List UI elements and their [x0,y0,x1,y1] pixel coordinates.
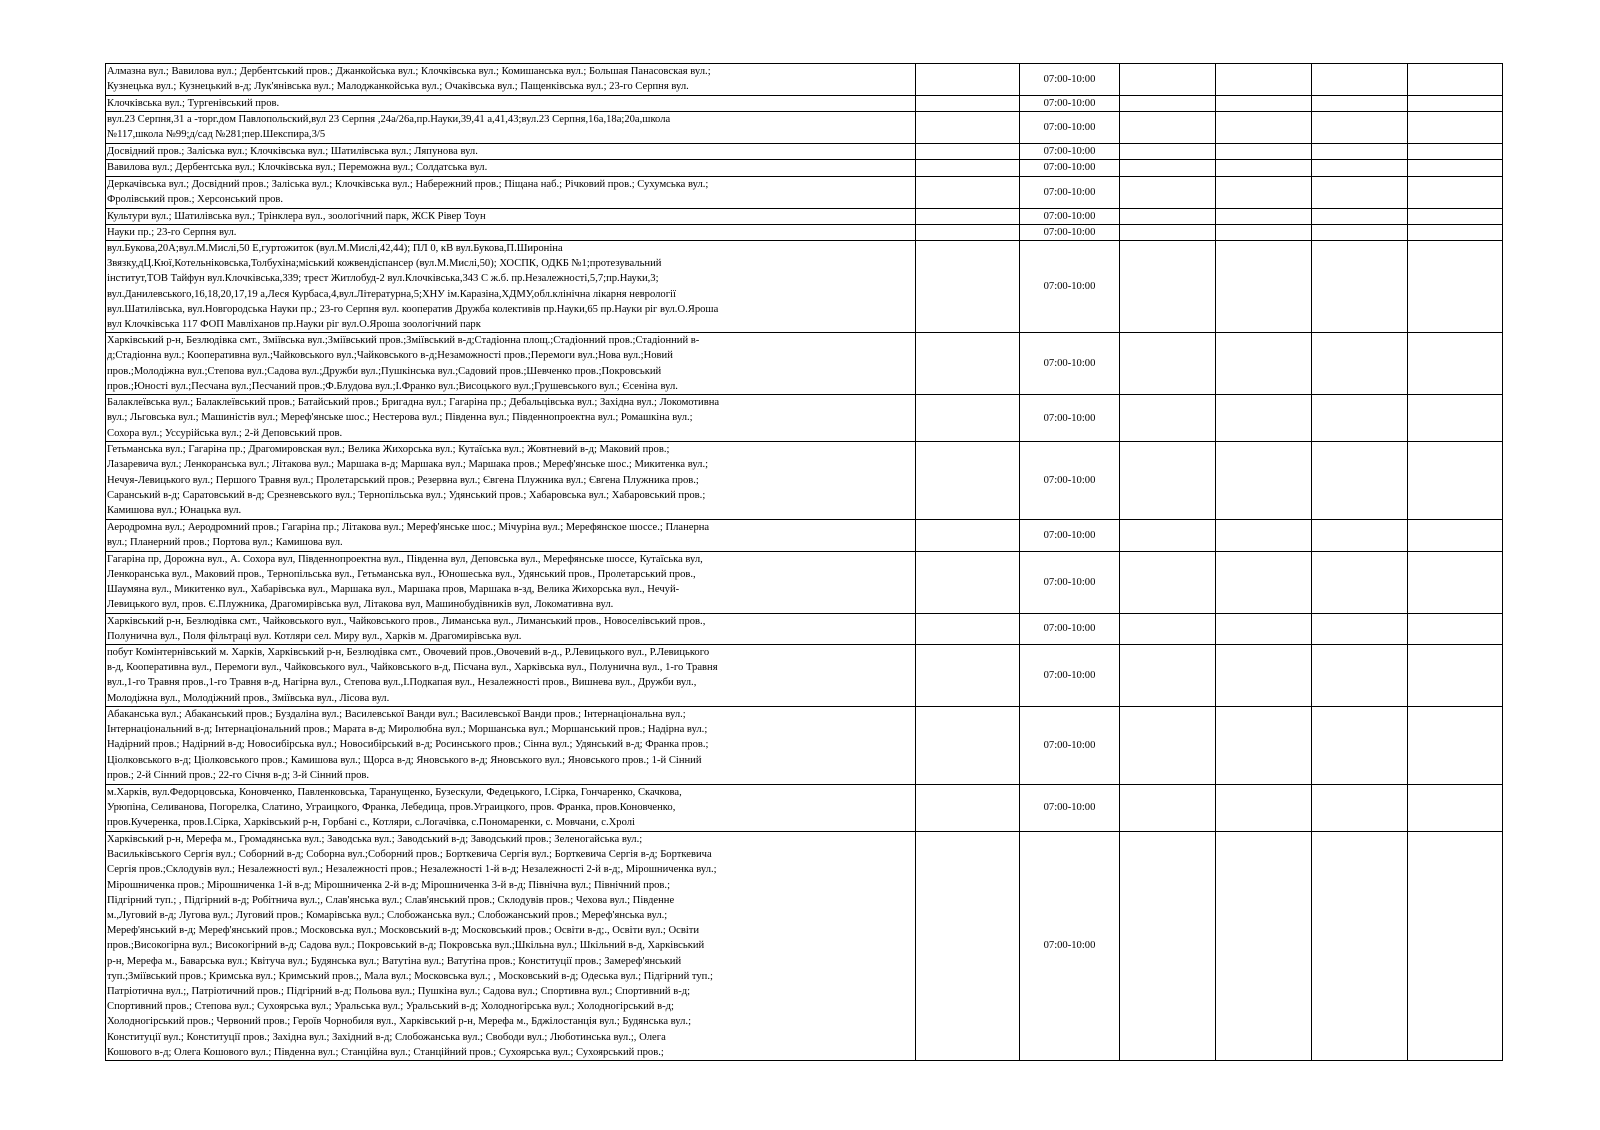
empty-cell [1216,832,1312,1061]
time-cell: 07:00-10:00 [1020,208,1120,224]
address-cell: Алмазна вул.; Вавилова вул.; Дербентський пров.; Джанкойська вул.; Клочківська вул.; Комишанська вул.; Большая Панасовская вул.; Кузнецька вул.; Кузнецький в-д; Лук'янівська вул.; Малоджанкойська вул.; Очаківська вул.; Пащенківська вул.; 23-го Серпня вул. [106,64,916,96]
time-cell: 07:00-10:00 [1020,785,1120,832]
address-cell: Гагаріна пр, Дорожна вул., А. Сохора вул, Південнопроектна вул., Південна вул, Деповська вул., Мерефянське шоссе, Кутаїська вул, Ленкоранська вул., Маковий пров., Тернопільська вул., Гетьманська вул., Юношеська вул., Удянський пров., Пролетарський пров., Шаумяна вул., Микитенко вул., Хабарівська вул., Маршака вул., Маршака пров, Маршака в-зд, Велика Жихорська вул., Нечуй- Левицького вул, пров. Є.Плужника, Драгомирівська вул, Літакова вул, Машинобудівників вул, Локомативна вул. [106,551,916,613]
empty-cell [1216,241,1312,333]
address-cell: Деркачівська вул.; Досвідний пров.; Заліська вул.; Клочківська вул.; Набережний пров.; Піщана наб.; Річковий пров.; Сухумська вул.; Фролівський пров.; Херсонський пров. [106,176,916,208]
address-cell: Харківський р-н, Безлюдівка смт., Чайковського вул., Чайковського пров., Лиманська вул., Лиманський пров., Новоселівський пров., Полунична вул., Поля фільтраці вул. Котляри сел. Миру вул., Харків м. Драгомирівська вул. [106,613,916,644]
empty-cell [1408,112,1503,144]
empty-cell [1312,442,1408,520]
empty-cell [916,645,1020,707]
address-cell: Балаклеївська вул.; Балаклеївський пров.; Батайський пров.; Бригадна вул.; Гагаріна пр.; Дебальцівська вул.; Західна вул.; Локомотивна вул.; Льговська вул.; Машиністів вул.; Мереф'янське шос.; Нестерова вул.; Південна вул.; Південнопроектна вул.; Ромашкіна вул.; Сохора вул.; Уссурійська вул.; 2-й Деповський пров. [106,395,916,442]
empty-cell [1408,442,1503,520]
empty-cell [1120,707,1216,785]
address-cell: вул.23 Серпня,31 а -торг.дом Павлопольский,вул 23 Серпня ,24а/26а,пр.Науки,39,41 а,41,43;вул.23 Серпня,16а,18а;20а,школа №117,школа №99;д/сад №281;пер.Шекспира,3/5 [106,112,916,144]
empty-cell [1408,333,1503,395]
address-cell: Досвідний пров.; Заліська вул.; Клочківська вул.; Шатилівська вул.; Ляпунова вул. [106,144,916,160]
empty-cell [916,333,1020,395]
table-row [106,520,1503,551]
empty-cell [1312,707,1408,785]
table-body [106,64,1503,1061]
empty-cell [1312,208,1408,224]
empty-cell [1408,785,1503,832]
empty-cell [916,613,1020,644]
empty-cell [1216,613,1312,644]
time-cell: 07:00-10:00 [1020,613,1120,644]
empty-cell [1120,442,1216,520]
address-cell: Культури вул.; Шатилівська вул.; Трінклера вул., зоологічний парк, ЖСК Рівер Тоун [106,208,916,224]
empty-cell [1408,645,1503,707]
empty-cell [1120,613,1216,644]
empty-cell [1120,224,1216,240]
time-cell: 07:00-10:00 [1020,241,1120,333]
outage-schedule-table [105,63,1503,1061]
empty-cell [1120,241,1216,333]
empty-cell [1120,112,1216,144]
empty-cell [1120,785,1216,832]
empty-cell [1216,442,1312,520]
empty-cell [1216,144,1312,160]
empty-cell [1312,520,1408,551]
empty-cell [1216,64,1312,96]
table-row [106,64,1503,96]
empty-cell [916,707,1020,785]
time-cell: 07:00-10:00 [1020,144,1120,160]
empty-cell [1408,208,1503,224]
empty-cell [916,832,1020,1061]
table-row [106,613,1503,644]
empty-cell [1312,224,1408,240]
empty-cell [1216,176,1312,208]
empty-cell [1120,551,1216,613]
empty-cell [916,64,1020,96]
empty-cell [1408,832,1503,1061]
empty-cell [1216,707,1312,785]
address-cell: Вавилова вул.; Дербентська вул.; Клочківська вул.; Переможна вул.; Солдатська вул. [106,160,916,176]
table-row [106,144,1503,160]
empty-cell [916,224,1020,240]
empty-cell [1216,96,1312,112]
empty-cell [1408,160,1503,176]
empty-cell [1312,785,1408,832]
address-cell: Абаканська вул.; Абаканський пров.; Буздаліна вул.; Василевської Ванди вул.; Василевської Ванди пров.; Інтернаціональна вул.; Інтернаціональний в-д; Інтернаціональний пров.; Марата в-д; Миролюбна вул.; Моршанська вул.; Моршанський пров.; Надірна вул.; Надірний пров.; Надірний в-д; Новосибірська вул.; Новосибірський в-д; Росинського пров.; Сінна вул.; Удянський в-д; Франка пров.; Ціолковського в-д; Ціолковського пров.; Камишова вул.; Щорса в-д; Яновського в-д; Яновського вул.; Яновського пров.; 1-й Сінний пров.; 2-й Сінний пров.; 22-го Січня в-д; 3-й Сінний пров. [106,707,916,785]
time-cell: 07:00-10:00 [1020,176,1120,208]
empty-cell [1408,96,1503,112]
time-cell: 07:00-10:00 [1020,96,1120,112]
table-row [106,551,1503,613]
empty-cell [1120,208,1216,224]
empty-cell [1408,176,1503,208]
empty-cell [916,176,1020,208]
empty-cell [1216,112,1312,144]
table-row [106,645,1503,707]
empty-cell [1120,520,1216,551]
table-row [106,442,1503,520]
time-cell: 07:00-10:00 [1020,442,1120,520]
empty-cell [1120,395,1216,442]
address-cell: м.Харків, вул.Федорцовська, Коновченко, Павленковська, Таранущенко, Бузескули, Федецького, І.Сірка, Гончаренко, Скачкова, Урюпіна, Селиванова, Погорелка, Слатино, Уграицкого, Франка, Лебедица, пров.Уграицкого, пров. Франка, пров.Коновченко, пров.Кучеренка, пров.І.Сірка, Харківський р-н, Горбані с., Котляри, с.Логачівка, с.Пономаренки, с. Мовчани, с.Хролі [106,785,916,832]
table-row [106,224,1503,240]
time-cell: 07:00-10:00 [1020,333,1120,395]
empty-cell [1312,333,1408,395]
empty-cell [916,551,1020,613]
empty-cell [1216,520,1312,551]
empty-cell [1120,333,1216,395]
empty-cell [1408,395,1503,442]
time-cell: 07:00-10:00 [1020,224,1120,240]
empty-cell [1312,241,1408,333]
empty-cell [1120,832,1216,1061]
table-row [106,96,1503,112]
time-cell: 07:00-10:00 [1020,707,1120,785]
empty-cell [1408,551,1503,613]
empty-cell [1120,144,1216,160]
empty-cell [1312,176,1408,208]
time-cell: 07:00-10:00 [1020,520,1120,551]
empty-cell [1120,96,1216,112]
empty-cell [916,160,1020,176]
empty-cell [916,395,1020,442]
empty-cell [1216,785,1312,832]
address-cell: Харківський р-н, Мерефа м., Громадянська вул.; Заводська вул.; Заводський в-д; Заводський пров.; Зеленогайська вул.; Васильківського Сергія вул.; Соборний в-д; Соборна вул.;Соборний пров.; Борткевича Сергія вул.; Борткевича Сергія в-д; Борткевича Сергія пров.;Склодувів вул.; Незалежності вул.; Незалежності пров.; Незалежності 1-й в-д; Незалежності 2-й в-д;, Мірошниченка вул.; Мірошниченка пров.; Мірошниченка 1-й в-д; Мірошниченка 2-й в-д; Мірошниченка 3-й в-д; Північна вул.; Північний пров.; Підгірний туп.; , Підгірний в-д; Робітнича вул.;, Слав'янська вул.; Слав'янський пров.; Склодувів пров.; Чехова вул.; Південне м.,Луговий в-д; Лугова вул.; Луговий пров.; Комарівська вул.; Слобожанська вул.; Слобожанський пров.; Мереф'янська вул.; Мереф'янський в-д; Мереф'янський пров.; Московська вул.; Московський в-д; Московський пров.; Освіти в-д;., Освіти вул.; Освіти пров.;Високогірна вул.; Високогірний в-д; Садова вул.; Покровський в-д; Покровська вул.;Шкільна вул.; Шкільний в-д, Харківський р-н, Мерефа м., Баварська вул.; Квітуча вул.; Будянська вул.; Ватутіна вул.; Ватутіна пров.; Конституції пров.; Замереф'янський туп.;Зміївський пров.; Кримська вул.; Кримський пров.;, Мала вул.; Московська вул.; , Московський в-д; Одеська вул.; Підгірний туп.; Патріотична вул.;, Патріотичний пров.; Підгірний в-д; Польова вул.; Пушкіна вул.; Садова вул.; Спортивна вул.; Спортивний в-д; Спортивний пров.; Степова вул.; Сухоярська вул.; Уральська вул.; Уральський в-д; Холодногірська вул.; Холодногірський в-д; Холодногірський пров.; Червоний пров.; Героїв Чорнобиля вул., Харківський р-н, Мерефа м., Бджілостанція вул.; Будянська вул.; Конституції вул.; Конституції пров.; Західна вул.; Західний в-д; Слобожанська вул.; Свободи вул.; Люботинська вул.;, Олега Кошового в-д; Олега Кошового вул.; Південна вул.; Станційна вул.; Станційний пров.; Сухоярська вул.; Сухоярський пров.; [106,832,916,1061]
empty-cell [916,144,1020,160]
empty-cell [916,442,1020,520]
empty-cell [1120,645,1216,707]
table-row [106,160,1503,176]
empty-cell [1216,645,1312,707]
empty-cell [1312,64,1408,96]
empty-cell [916,96,1020,112]
table-row [106,176,1503,208]
address-cell: Науки пр.; 23-го Серпня вул. [106,224,916,240]
table-row [106,395,1503,442]
empty-cell [916,112,1020,144]
table-row [106,832,1503,1061]
empty-cell [1216,395,1312,442]
empty-cell [1408,64,1503,96]
time-cell: 07:00-10:00 [1020,64,1120,96]
empty-cell [1312,395,1408,442]
empty-cell [1120,176,1216,208]
empty-cell [1408,224,1503,240]
empty-cell [1216,208,1312,224]
empty-cell [1216,224,1312,240]
empty-cell [1120,64,1216,96]
empty-cell [1408,144,1503,160]
address-cell: побут Комінтернівський м. Харків, Харківський р-н, Безлюдівка смт., Овочевий пров.,Овочевий в-д., Р.Левицького вул., Р.Левицького в-д, Кооперативна вул., Перемоги вул., Чайковського вул., Чайковського в-д, Пісчана вул., Харківська вул., Полунична вул., 1-го Травня вул.,1-го Травня пров.,1-го Травня в-д, Нагірна вул., Степова вул.,І.Подкапая вул., Незалежності пров., Вишнева вул., Дружби вул., Молодіжна вул., Молодіжний пров., Зміївська вул., Лісова вул. [106,645,916,707]
empty-cell [1408,707,1503,785]
address-cell: Гетьманська вул.; Гагаріна пр.; Драгомировская вул.; Велика Жихорська вул.; Кутаїська вул.; Жовтневий в-д; Маковий пров.; Лазаревича вул.; Ленкоранська вул.; Літакова вул.; Маршака в-д; Маршака вул.; Маршака пров.; Мереф'янське шос.; Микитенка вул.; Нечуя-Левицького вул.; Першого Травня вул.; Пролетарський пров.; Резервна вул.; Євгена Плужника вул.; Євгена Плужника пров.; Саранський в-д; Саратовський в-д; Срезневського вул.; Тернопільська вул.; Удянський пров.; Хабаровська вул.; Хабаровський пров.; Камишова вул.; Юнацька вул. [106,442,916,520]
time-cell: 07:00-10:00 [1020,551,1120,613]
empty-cell [1408,241,1503,333]
empty-cell [1312,144,1408,160]
address-cell: Харківський р-н, Безлюдівка смт., Зміївська вул.;Зміївський пров.;Зміївський в-д;Стадіонна площ.;Стадіонний пров.;Стадіонний в- д;Стадіонна вул.; Кооперативна вул.;Чайковського вул.;Чайковського в-д;Незаможності пров.;Перемоги вул.;Нова вул.;Новий пров.;Молодіжна вул.;Степова вул.;Садова вул.;Дружби вул.;Пушкінська вул.;Садовий пров.;Шевченко пров.;Покровський пров.;Юності вул.;Песчана вул.;Песчаний пров.;Ф.Блудова вул.;І.Франко вул.;Висоцького вул.;Грушевського вул.; Єсеніна вул. [106,333,916,395]
empty-cell [1312,832,1408,1061]
time-cell: 07:00-10:00 [1020,112,1120,144]
time-cell: 07:00-10:00 [1020,832,1120,1061]
table-row [106,208,1503,224]
table-row [106,112,1503,144]
empty-cell [1312,160,1408,176]
address-cell: Аеродромна вул.; Аеродромний пров.; Гагаріна пр.; Літакова вул.; Мереф'янське шос.; Мічуріна вул.; Мерефянское шоссе.; Планерна вул.; Планерний пров.; Портова вул.; Камишова вул. [106,520,916,551]
empty-cell [1312,645,1408,707]
empty-cell [1216,551,1312,613]
empty-cell [916,785,1020,832]
table-row [106,785,1503,832]
table-row [106,333,1503,395]
empty-cell [1216,333,1312,395]
table-row [106,707,1503,785]
empty-cell [1312,613,1408,644]
empty-cell [1312,551,1408,613]
empty-cell [916,520,1020,551]
empty-cell [1120,160,1216,176]
time-cell: 07:00-10:00 [1020,160,1120,176]
empty-cell [1312,112,1408,144]
empty-cell [916,241,1020,333]
empty-cell [1216,160,1312,176]
time-cell: 07:00-10:00 [1020,395,1120,442]
empty-cell [1408,520,1503,551]
empty-cell [1408,613,1503,644]
address-cell: Клочківська вул.; Тургенівський пров. [106,96,916,112]
empty-cell [916,208,1020,224]
empty-cell [1312,96,1408,112]
time-cell: 07:00-10:00 [1020,645,1120,707]
table-row [106,241,1503,333]
address-cell: вул.Букова,20А;вул.М.Мислі,50 Е,гуртожиток (вул.М.Мислі,42,44); ПЛ 0, кВ вул.Букова,П.Широніна Звязку,дЦ.Кюї,Котельніковська,Толбухіна;міський кожвендіспансер (вул.М.Мислі,50); ХОСПК, ОДКБ №1;протезувальний інститут,ТОВ Тайфун вул.Клочківська,339; трест Житлобуд-2 вул.Клочківська,343 С ж.б. пр.Незалежності,5,7;пр.Науки,3; вул.Данилевського,16,18,20,17,19 а,Леся Курбаса,4,вул.Літературна,5;ХНУ ім.Каразіна,ХДМУ,обл.клінічна лікарня неврології вул.Шатилівська, вул.Новгородська Науки пр.; 23-го Серпня вул. кооператив Дружба колективів пр.Науки,65 пр.Науки ріг вул.О.Яроша вул Клочківська 117 ФОП Мавліханов пр.Науки ріг вул.О.Яроша зоологічний парк [106,241,916,333]
